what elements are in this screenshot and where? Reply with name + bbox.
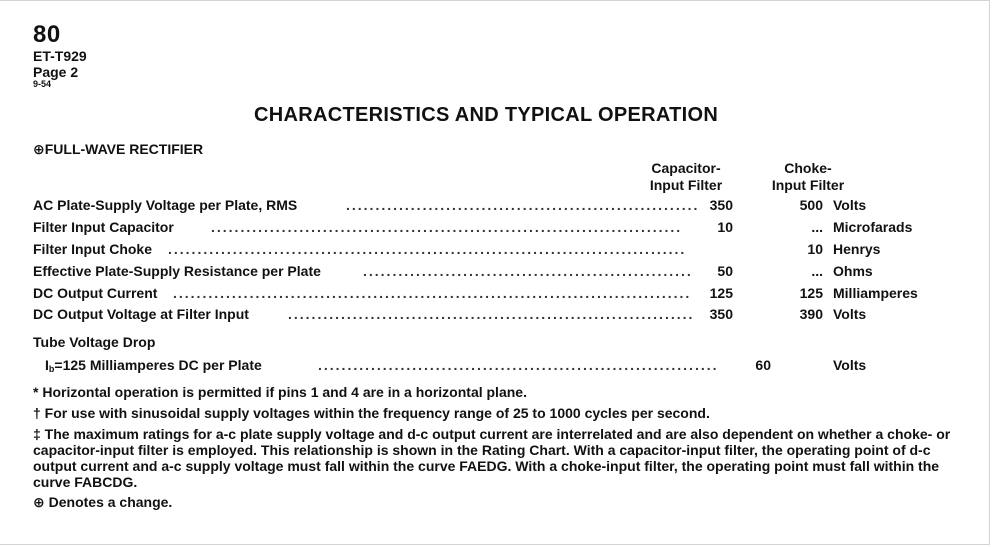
drop-value: 60 (755, 357, 771, 373)
footnote: ⊕ Denotes a change. (33, 494, 173, 510)
tube-number: 80 (33, 21, 61, 48)
leader-dots: ........................................................ (363, 263, 693, 279)
capacitor-value: 10 (717, 219, 733, 235)
row-label: DC Output Current (33, 285, 158, 301)
leader-dots: ................................................................................ (211, 219, 683, 235)
unit-label: Henrys (833, 241, 881, 257)
unit-label: Ohms (833, 263, 873, 279)
row-label: Filter Input Choke (33, 241, 152, 257)
capacitor-value: 50 (717, 263, 733, 279)
choke-value: ... (811, 219, 823, 235)
unit-label: Milliamperes (833, 285, 918, 301)
choke-value: 10 (807, 241, 823, 257)
footnote: * Horizontal operation is permitted if pins 1 and 4 are in a horizontal plane. (33, 384, 527, 400)
leader-dots: ........................................................................................ (168, 241, 687, 257)
choke-value: 125 (799, 285, 823, 301)
choke-value: 390 (799, 306, 823, 322)
row-label-rest: =125 Milliamperes DC per Plate (54, 357, 262, 373)
current-subscript: b (48, 364, 55, 374)
tube-voltage-drop-heading: Tube Voltage Drop (33, 334, 156, 350)
column-header-line: Choke- (784, 160, 832, 176)
footnotes (33, 384, 958, 515)
column-header-line: Input Filter (649, 177, 723, 193)
column-header-choke-input (758, 160, 858, 194)
choke-value: 500 (799, 197, 823, 213)
row-label: DC Output Voltage at Filter Input (33, 306, 249, 322)
column-header-line: Input Filter (771, 177, 845, 193)
unit-label: Volts (833, 357, 867, 373)
tube-code: ET-T929 (33, 48, 87, 64)
footnote: ‡ The maximum ratings for a-c plate supply voltage and d-c output current are interrelated and are also dependent on whether a choke- or capacitor-input filter is employed. This relationship is shown in the Rating Chart. With a capacitor-input filter, the operating point of d-c output current and a-c supply voltage must fall within the curve FAEDG. With a choke-input filter, the operating point must fall within the curve FABCDG. (33, 426, 951, 490)
current-symbol: I (45, 357, 49, 373)
row-label: AC Plate-Supply Voltage per Plate, RMS (33, 197, 298, 213)
unit-label: Volts (833, 197, 867, 213)
row-label: Effective Plate-Supply Resistance per Plate (33, 263, 321, 279)
row-label: Filter Input Capacitor (33, 219, 174, 235)
leader-dots: ..................................................................... (288, 306, 695, 322)
page-number: Page 2 (33, 64, 79, 80)
page-title: CHARACTERISTICS AND TYPICAL OPERATION (254, 104, 719, 126)
capacitor-value: 350 (709, 197, 733, 213)
column-header-capacitor-input (636, 160, 736, 194)
column-header-line: Capacitor- (651, 160, 721, 176)
unit-label: Volts (833, 306, 867, 322)
capacitor-value: 125 (709, 285, 733, 301)
leader-dots: .................................................................... (318, 357, 719, 373)
leader-dots: ........................................................................................ (173, 285, 692, 301)
issue-date: 9-54 (33, 79, 52, 89)
choke-value: ... (811, 263, 823, 279)
row-label (45, 357, 262, 374)
unit-label: Microfarads (833, 219, 913, 235)
footnote: † For use with sinusoidal supply voltages within the frequency range of 25 to 1000 cycles per second. (33, 405, 710, 421)
page-header (33, 23, 87, 89)
leader-dots: ............................................................ (346, 197, 700, 213)
capacitor-value: 350 (709, 306, 733, 322)
section-heading: ⊕FULL-WAVE RECTIFIER (33, 141, 204, 157)
